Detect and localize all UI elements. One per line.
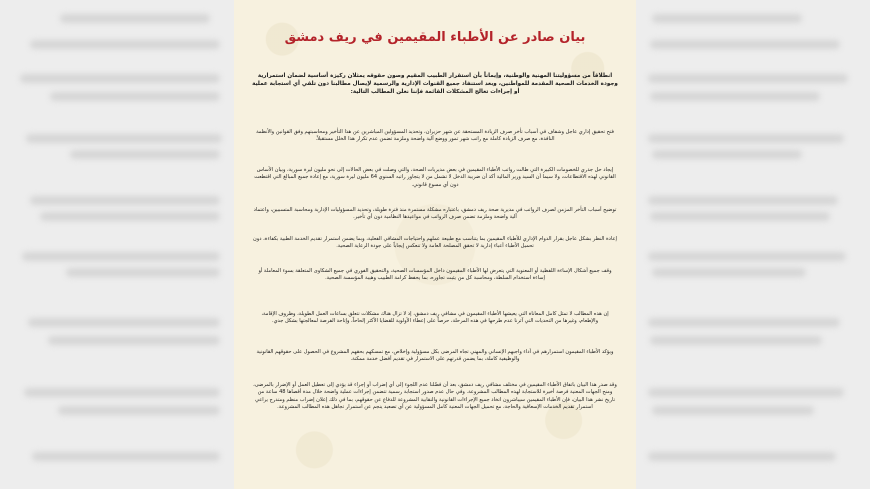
statement-document — [234, 0, 636, 489]
demand-3: توضيح أسباب التأخر المزمن لصرف الرواتب في مديرية صحة ريف دمشق، باعتباره مشكلة مستمرة منذ فترة طويلة، وتحديد المسؤوليات الإدارية ومحاسبة المتسببين، واعتماد آلية واضحة وملزمة تضمن صرف الرواتب في مواعيدها النظامية دون أي تأخير. — [253, 207, 617, 221]
demand-2: إيجاد حل جذري للخصومات الكبيرة التي طالت رواتب الأطباء المقيمين في بعض مديريات الصحة، والتي وصلت في بعض الحالات إلى نحو مليون ليرة سورية، وبيان الأساس القانوني لهذه الاقتطاعات، ولا سيما أن السيد وزير المالية أكد أن ضريبة الدخل لا تشمل من لا يتجاوز راتبه السنوي 64 مليون ليرة سورية، مع إعادة جميع المبالغ التي اقتطعت دون أي مسوغ قانوني. — [254, 167, 616, 188]
closing-paragraph-3: وقد صدر هذا البيان باتفاق الأطباء المقيمين في مختلف مشافي ريف دمشق، بعد أن فضّلنا عدم اللجوء إلى أي إضراب أو إجراء قد يؤدي إلى تعطيل العمل أو الإضرار بالمرضى، ومنح الجهات المعنية فرصة أخيرة للاستجابة لهذه المطالب المشروعة. وفي حال عدم صدور استجابة رسمية تتضمن إجراءات عملية واضحة خلال مدة أقصاها 48 ساعة من تاريخ نشر هذا البيان، فإن الأطباء المقيمين سيباشرون اتخاذ جميع الإجراءات القانونية والنقابية المشروعة للدفاع عن حقوقهم، بما في ذلك إعلان إضراب منظم ومتدرج يراعي استمرار تقديم الخدمات الإسعافية والحاجة، مع تحميل الجهات المعنية كامل المسؤولية عن أي تصعيد ينجم عن استمرار تجاهل هذه المطالب المشروعة. — [253, 382, 617, 411]
statement-title: بيان صادر عن الأطباء المقيمين في ريف دمشق — [284, 30, 586, 45]
demand-4: إعادة النظر بشكل عاجل بقرار الدوام الإداري للأطباء المقيمين بما يتناسب مع طبيعة عملهم واحتياجات المشافي الفعلية، وبما يضمن استمرار تقديم الخدمة الطبية بكفاءة، دون تحميل الأطباء أعباء إدارية لا تحقق المصلحة العامة ولا تنعكس إيجاباً على جودة الرعاية الصحية. — [253, 236, 617, 250]
closing-paragraph-2: ويؤكد الأطباء المقيمون استمرارهم في أداء واجبهم الإنساني والمهني تجاه المرضى بكل مسؤولية وإخلاص، مع تمسكهم بحقهم المشروع في الحصول على حقوقهم القانونية والوظيفية كاملة، بما يضمن قدرتهم على الاستمرار في تقديم أفضل خدمة ممكنة. — [256, 349, 614, 363]
blurred-background-right — [636, 0, 870, 489]
demand-5: وقف جميع أشكال الإساءة اللفظية أو المعنوية التي يتعرض لها الأطباء المقيمون داخل المؤسسات الصحية، والتحقيق الفوري في جميع الشكاوى المتعلقة بسوء المعاملة أو إساءة استخدام السلطة، ومحاسبة كل من يثبت تجاوزه، بما يحفظ كرامة الطبيب وهيبة المؤسسة الصحية. — [258, 268, 612, 282]
blurred-background-left — [0, 0, 234, 489]
intro-paragraph: انطلاقاً من مسؤوليتنا المهنية والوطنية، وإيماناً بأن استقرار الطبيب المقيم وصون حقوقه يمثلان ركيزة أساسية لضمان استمرارية وجودة الخدمات الصحية المقدمة للمواطنين، وبعد استنفاد جميع القنوات الإدارية والرسمية لإيصال مطالبنا دون تلقي أي استجابة عملية أو إجراءات تعالج المشكلات القائمة فإننا نعلن المطالب التالية: — [252, 73, 618, 95]
demand-1: فتح تحقيق إداري عاجل وشفاف في أسباب تأخر صرف الزيادة المستحقة عن شهر حزيران، وتحديد المسؤولين المباشرين عن هذا التأخير ومحاسبتهم وفق القوانين والأنظمة النافذة، مع صرف الزيادة كاملة مع راتب شهر تموز ووضع آلية واضحة وملزمة تضمن عدم تكرار هذا الخلل مستقبلاً. — [256, 129, 614, 143]
closing-paragraph-1: إن هذه المطالب لا تمثل كامل المعاناة التي يعيشها الأطباء المقيمون في مشافي ريف دمشق، إذ لا تزال هناك مشكلات تتعلق بساعات العمل الطويلة، وظروف الإقامة، والإطعام، وغيرها من التحديات التي آثرنا عدم طرحها في هذه المرحلة، حرصاً على إعطاء الأولوية للقضايا الأكثر إلحاحاً، وإتاحة الفرصة لمعالجتها بشكل جدي. — [261, 311, 609, 325]
